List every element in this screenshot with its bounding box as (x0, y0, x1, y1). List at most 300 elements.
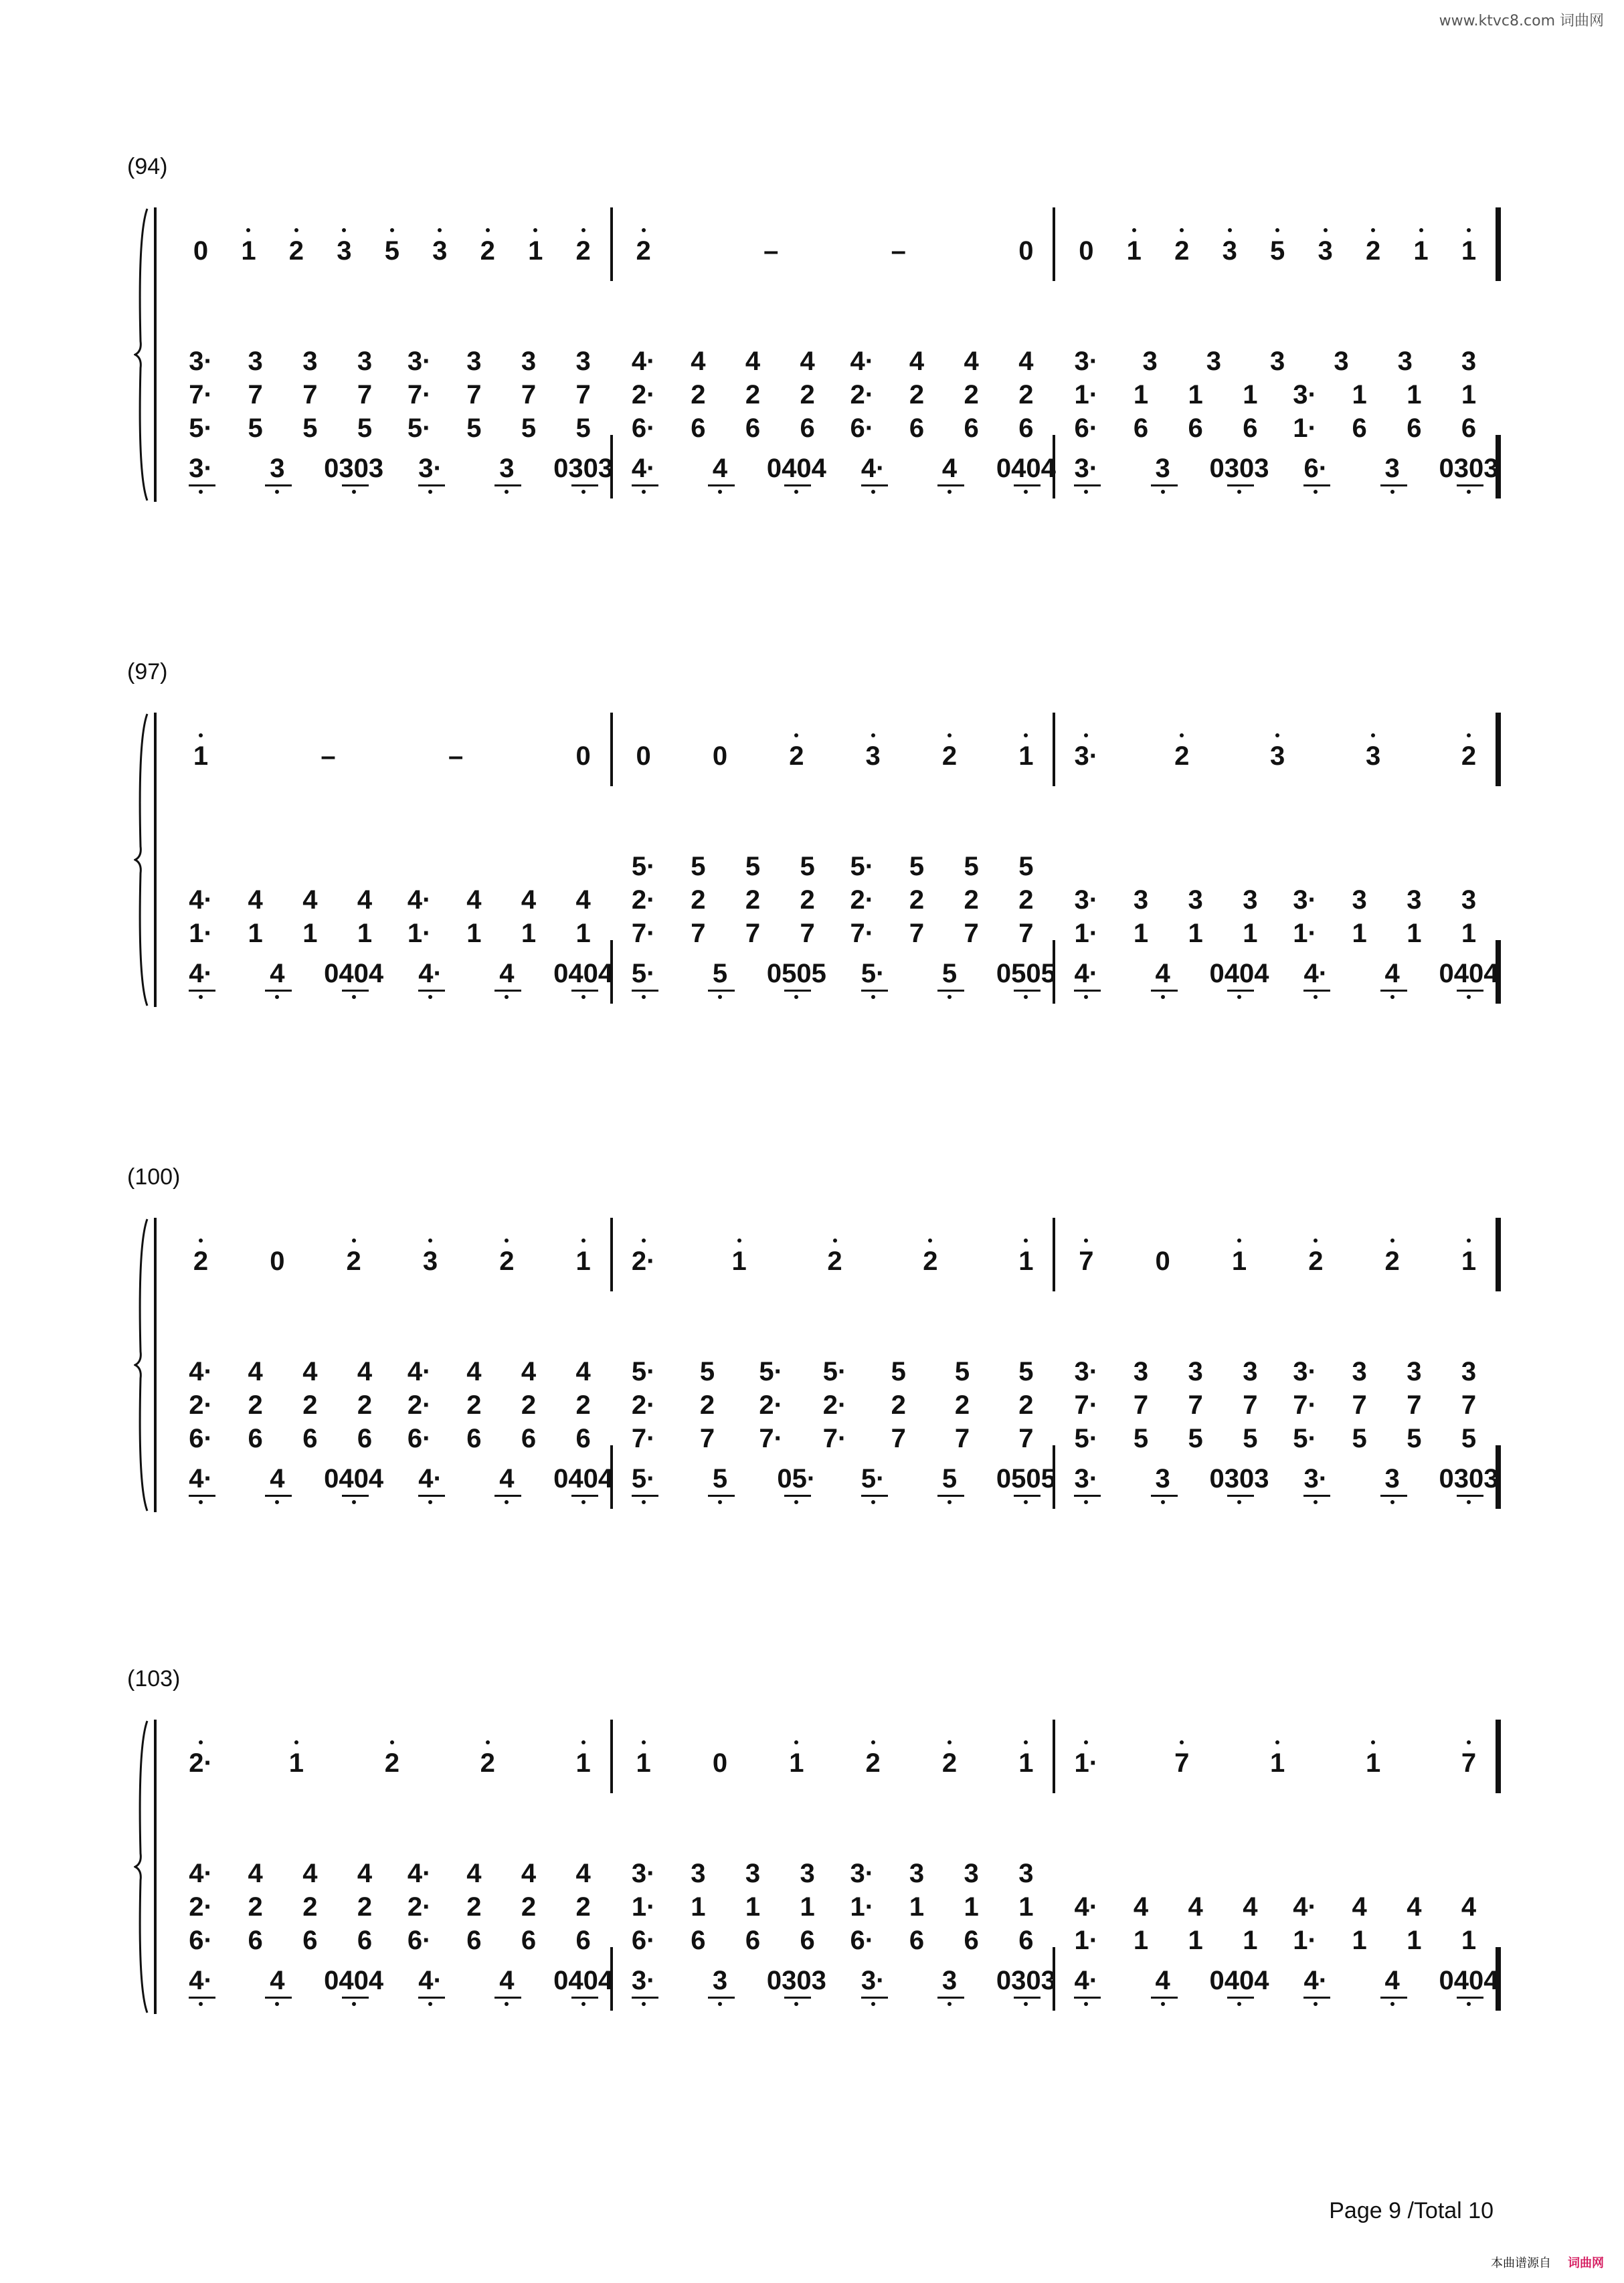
underline (861, 484, 888, 486)
underline (1303, 484, 1330, 486)
octave-dot (505, 1239, 509, 1243)
octave-dot (199, 1239, 203, 1243)
note: 6 (745, 1926, 761, 1955)
note: 6 (800, 414, 815, 443)
note: 5 (466, 414, 482, 443)
octave-dot (1467, 1239, 1471, 1243)
octave-dot (1024, 995, 1028, 999)
note: 4· (189, 1464, 213, 1493)
underline (1457, 484, 1483, 486)
octave-dot (1237, 1239, 1241, 1243)
note: 1 (1461, 236, 1477, 266)
note: 1 (1352, 919, 1367, 948)
underline (1457, 1997, 1483, 1999)
note: 3 (302, 347, 318, 376)
underline (1303, 1997, 1330, 1999)
note: 1· (631, 1892, 656, 1922)
note: 0 (712, 1748, 728, 1778)
note: 0 (636, 741, 651, 771)
note: 5 (964, 852, 979, 881)
octave-dot (428, 490, 432, 494)
octave-dot (642, 2002, 646, 2006)
note: 5 (691, 852, 706, 881)
note: 5 (909, 852, 925, 881)
note: 7 (1174, 1748, 1190, 1778)
underline (632, 1997, 658, 1999)
underline (1227, 1495, 1254, 1497)
underline (1014, 1997, 1041, 1999)
octave-dot (1467, 228, 1471, 232)
note: 7 (954, 1424, 970, 1453)
note: 5· (861, 959, 885, 988)
underline (571, 1495, 598, 1497)
octave-dot (794, 490, 798, 494)
note: 4· (1293, 1892, 1317, 1922)
octave-dot (505, 490, 509, 494)
octave-dot (718, 1500, 722, 1504)
note: 2 (800, 380, 815, 409)
note: 3· (861, 1966, 885, 1995)
brand-logo: 词曲网 (1568, 2256, 1604, 2270)
note: 2 (1174, 741, 1190, 771)
note: 3· (1074, 1357, 1099, 1386)
note: 0 (1079, 236, 1094, 266)
note: 4· (861, 454, 885, 483)
note: 1 (1018, 1247, 1034, 1276)
octave-dot (275, 1500, 279, 1504)
note: 3 (865, 741, 881, 771)
note: 6 (964, 414, 979, 443)
note: 1 (357, 919, 373, 948)
note: 3 (1155, 1464, 1170, 1493)
note: 2· (631, 380, 656, 409)
octave-dot (718, 995, 722, 999)
note: 6 (466, 1926, 482, 1955)
note: 6 (909, 1926, 925, 1955)
note: 4 (248, 1859, 263, 1888)
note: 6 (302, 1926, 318, 1955)
note: 2 (1018, 380, 1034, 409)
note: 7· (1074, 1390, 1099, 1420)
page-number: Page 9 /Total 10 (1329, 2198, 1494, 2223)
note: 6 (302, 1424, 318, 1453)
octave-dot (737, 1239, 741, 1243)
note: 6 (575, 1424, 591, 1453)
note: 7 (699, 1424, 715, 1453)
note: 0404 (324, 1464, 384, 1493)
underline (861, 1495, 888, 1497)
note: 6 (248, 1424, 263, 1453)
octave-dot (1024, 1239, 1028, 1243)
note: 2 (1384, 1247, 1400, 1276)
note: 2 (499, 1247, 515, 1276)
underline (784, 1997, 811, 1999)
octave-dot (581, 490, 585, 494)
octave-dot (1314, 995, 1318, 999)
underline (189, 1495, 215, 1497)
note: 4 (466, 885, 482, 915)
note: 1· (1074, 380, 1099, 409)
underline (937, 1997, 964, 1999)
octave-dot (199, 1500, 203, 1504)
note: 1· (1293, 1926, 1317, 1955)
note: 4· (407, 1859, 432, 1888)
note: 3 (1461, 347, 1477, 376)
note: 5· (759, 1357, 784, 1386)
octave-dot (718, 490, 722, 494)
note: 7 (1243, 1390, 1258, 1420)
note: 4 (357, 1859, 373, 1888)
note: 2 (248, 1390, 263, 1420)
note: 4 (302, 885, 318, 915)
note: 3 (521, 347, 537, 376)
octave-dot (275, 2002, 279, 2006)
octave-dot (642, 228, 646, 232)
note: 2 (288, 236, 304, 266)
note: 4 (1407, 1892, 1422, 1922)
underline (708, 1997, 735, 1999)
note: 2· (189, 1748, 213, 1778)
note: 5 (712, 959, 728, 988)
note: 4 (521, 1357, 537, 1386)
octave-dot (1275, 1740, 1279, 1744)
octave-dot (1467, 733, 1471, 737)
note: 4· (1074, 1966, 1099, 1995)
note: 1 (521, 919, 537, 948)
underline (265, 1495, 292, 1497)
note: 4· (189, 959, 213, 988)
note: 4· (1074, 959, 1099, 988)
octave-dot (1419, 228, 1423, 232)
note: 4 (357, 885, 373, 915)
note: 4 (575, 1859, 591, 1888)
underline (265, 1997, 292, 1999)
note: 5 (384, 236, 399, 266)
note: 1 (1270, 1748, 1285, 1778)
note: 0404 (1209, 1966, 1269, 1995)
octave-dot (199, 733, 203, 737)
octave-dot (1467, 1740, 1471, 1744)
note: 1 (241, 236, 256, 266)
note: 4 (964, 347, 979, 376)
octave-dot (1314, 1500, 1318, 1504)
underline (1303, 1495, 1330, 1497)
note: 4 (1352, 1892, 1367, 1922)
note: 3· (1293, 885, 1317, 915)
note: 3 (712, 1966, 728, 1995)
note: 4 (270, 1464, 285, 1493)
note: 3 (1318, 236, 1333, 266)
underline (494, 1997, 521, 1999)
note: 6· (631, 414, 656, 443)
note: 2 (691, 885, 706, 915)
underline (1457, 1495, 1483, 1497)
underline (1227, 484, 1254, 486)
note: 4· (189, 885, 213, 915)
octave-dot (581, 995, 585, 999)
note: 3· (1074, 454, 1099, 483)
octave-dot (1390, 2002, 1394, 2006)
underline (418, 484, 445, 486)
note: 2 (865, 1748, 881, 1778)
note: 0505 (996, 1464, 1056, 1493)
barline (1053, 207, 1055, 281)
note: 6· (631, 1926, 656, 1955)
note: 3· (1074, 347, 1099, 376)
note: 4 (248, 1357, 263, 1386)
note: 0404 (1439, 959, 1499, 988)
octave-dot (352, 995, 356, 999)
note: 4 (575, 885, 591, 915)
note: 6 (691, 1926, 706, 1955)
underline (1151, 1495, 1178, 1497)
note: 0404 (553, 1966, 614, 1995)
note: 2 (575, 1892, 591, 1922)
note: 6 (1188, 414, 1203, 443)
underline (1457, 990, 1483, 992)
note: 4 (1188, 1892, 1203, 1922)
underline (1074, 1495, 1101, 1497)
note: 3 (1222, 236, 1237, 266)
note: 3 (800, 1859, 815, 1888)
note: 4 (270, 1966, 285, 1995)
note: 0303 (1439, 454, 1499, 483)
note: 3 (1407, 885, 1422, 915)
octave-dot (1180, 733, 1184, 737)
underline (784, 1495, 811, 1497)
note: 2· (631, 1390, 656, 1420)
note: 0303 (1209, 1464, 1269, 1493)
note: 5· (631, 1357, 656, 1386)
underline (1380, 990, 1407, 992)
note: 5· (631, 1464, 656, 1493)
brace-icon (134, 1720, 150, 2014)
note: 4· (407, 885, 432, 915)
octave-dot (642, 995, 646, 999)
note: 4· (631, 454, 656, 483)
note: 1· (1293, 414, 1317, 443)
note: 6· (189, 1424, 213, 1453)
octave-dot (1084, 1239, 1088, 1243)
note: 7· (189, 380, 213, 409)
octave-dot (1228, 228, 1232, 232)
note: 1 (1461, 1247, 1477, 1276)
note: 5 (745, 852, 761, 881)
note: 5· (1293, 1424, 1317, 1453)
note: 5 (357, 414, 373, 443)
note: 2 (466, 1892, 482, 1922)
underline (937, 1495, 964, 1497)
note: 2 (302, 1892, 318, 1922)
note: 0505 (996, 959, 1056, 988)
underline (1074, 990, 1101, 992)
note: 4 (575, 1357, 591, 1386)
measure-number: (103) (127, 1666, 181, 1692)
note: 7· (631, 1424, 656, 1453)
note: 4 (1155, 959, 1170, 988)
note: 6 (357, 1424, 373, 1453)
underline (1014, 990, 1041, 992)
note: 2· (407, 1892, 432, 1922)
note: 4 (248, 885, 263, 915)
brace-icon (134, 1218, 150, 1512)
system-3 (127, 1164, 1499, 1512)
underline (418, 1495, 445, 1497)
note: 4· (1303, 1966, 1328, 1995)
note: 6 (466, 1424, 482, 1453)
note: 3· (407, 347, 432, 376)
note: 2 (248, 1892, 263, 1922)
note: 2 (384, 1748, 399, 1778)
note: 7 (1018, 1424, 1034, 1453)
underline (1227, 990, 1254, 992)
octave-dot (948, 1740, 952, 1744)
octave-dot (1161, 1500, 1165, 1504)
note: 1 (575, 919, 591, 948)
note: 4· (418, 1966, 442, 1995)
note: 5· (850, 852, 875, 881)
note: 1 (1231, 1247, 1247, 1276)
note: 7 (302, 380, 318, 409)
note: 3 (1352, 1357, 1367, 1386)
note: 1 (1243, 919, 1258, 948)
note: 2 (800, 885, 815, 915)
underline (342, 990, 369, 992)
note: 4 (1133, 1892, 1149, 1922)
note: 1 (1018, 1892, 1034, 1922)
note: 4 (909, 347, 925, 376)
note: 3 (357, 347, 373, 376)
octave-dot (1237, 1500, 1241, 1504)
note: 0303 (1209, 454, 1269, 483)
note: 4 (521, 1859, 537, 1888)
underline (494, 484, 521, 486)
note: 4 (1018, 347, 1034, 376)
note: – (763, 236, 779, 266)
underline (708, 990, 735, 992)
note: 7 (1079, 1247, 1094, 1276)
measure-number: (97) (127, 659, 168, 684)
note: 7· (631, 919, 656, 948)
note: 1· (850, 1892, 875, 1922)
note: 3 (248, 347, 263, 376)
note: 05· (777, 1464, 816, 1493)
octave-dot (1467, 490, 1471, 494)
note: 6 (1133, 414, 1149, 443)
note: 1 (1133, 1926, 1149, 1955)
octave-dot (486, 1740, 490, 1744)
note: 3 (1188, 1357, 1203, 1386)
note: 2 (827, 1247, 842, 1276)
note: 3 (1142, 347, 1158, 376)
note: 5· (861, 1464, 885, 1493)
final-barline (1498, 1720, 1501, 1793)
octave-dot (352, 2002, 356, 2006)
note: 4· (189, 1966, 213, 1995)
note: 6 (691, 414, 706, 443)
octave-dot (1024, 733, 1028, 737)
note: 6· (850, 1926, 875, 1955)
note: 3· (1293, 1357, 1317, 1386)
barline (1053, 713, 1055, 786)
octave-dot (642, 490, 646, 494)
barline (610, 713, 613, 786)
note: 1 (1352, 1926, 1367, 1955)
note: 4· (418, 959, 442, 988)
note: 1 (1188, 380, 1203, 409)
note: 4 (800, 347, 815, 376)
note: 4 (1243, 1892, 1258, 1922)
note: 4 (499, 1464, 515, 1493)
note: 1 (1461, 919, 1477, 948)
octave-dot (1390, 490, 1394, 494)
octave-dot (1314, 1239, 1318, 1243)
octave-dot (871, 1500, 875, 1504)
note: 6 (1461, 414, 1477, 443)
note: 5 (941, 1464, 958, 1493)
note: 2· (850, 885, 875, 915)
octave-dot (1024, 490, 1028, 494)
note: 2 (699, 1390, 715, 1420)
note: 1 (575, 1748, 591, 1778)
octave-dot (275, 995, 279, 999)
system-2 (127, 659, 1499, 1007)
underline (342, 484, 369, 486)
system-bracket-bar (154, 207, 157, 502)
octave-dot (871, 995, 875, 999)
note: 4 (302, 1357, 318, 1386)
note: 7· (407, 380, 432, 409)
note: 4 (466, 1357, 482, 1386)
note: 2 (954, 1390, 970, 1420)
underline (418, 1997, 445, 1999)
underline (1151, 1997, 1178, 1999)
note: 6 (964, 1926, 979, 1955)
note: 1 (466, 919, 482, 948)
note: 0303 (996, 1966, 1056, 1995)
octave-dot (486, 228, 490, 232)
note: 1 (302, 919, 318, 948)
site-header: www.ktvc8.com 词曲网 (1439, 13, 1604, 29)
note: 2 (691, 380, 706, 409)
measure-number: (100) (127, 1164, 181, 1190)
note: 7 (1461, 1748, 1477, 1778)
octave-dot (1237, 2002, 1241, 2006)
note: 1 (1461, 380, 1477, 409)
note: 4 (941, 454, 958, 483)
note: 6 (1407, 414, 1422, 443)
final-barline (1498, 1445, 1501, 1509)
note: 3 (1018, 1859, 1034, 1888)
note: 5 (699, 1357, 715, 1386)
octave-dot (1161, 490, 1165, 494)
note: 0404 (1439, 1966, 1499, 1995)
octave-dot (246, 228, 250, 232)
octave-dot (1084, 733, 1088, 737)
note: 1· (1074, 919, 1099, 948)
note: 2· (407, 1390, 432, 1420)
octave-dot (294, 228, 298, 232)
brace-icon (134, 713, 150, 1007)
note: 0404 (766, 454, 826, 483)
note: 3 (1461, 1357, 1477, 1386)
note: 4 (1384, 1966, 1400, 1995)
note: 3· (189, 454, 213, 483)
source-footer (1491, 2254, 1604, 2271)
note: 1 (800, 1892, 815, 1922)
underline (1380, 1997, 1407, 1999)
octave-dot (428, 995, 432, 999)
